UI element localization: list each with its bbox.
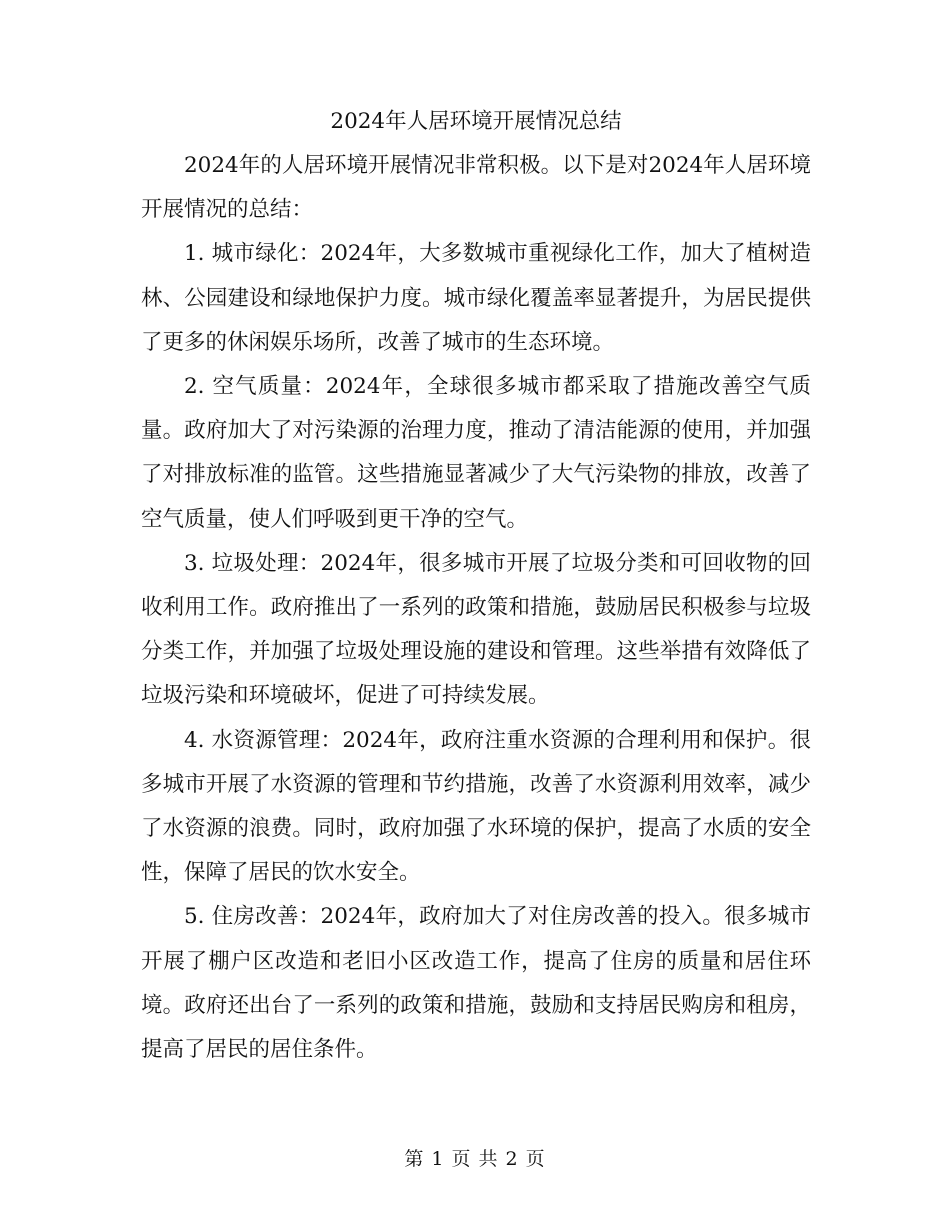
paragraph-urban-greening: 1. 城市绿化：2024年，大多数城市重视绿化工作，加大了植树造林、公园建设和绿地保护力度。城市绿化覆盖率显著提升，为居民提供了更多的休闲娱乐场所，改善了城市的生态环境。 <box>141 241 811 355</box>
document-title: 2024年人居环境开展情况总结 <box>330 109 622 134</box>
page-number-footer: 第 1 页 共 2 页 <box>404 1148 546 1170</box>
paragraph-housing-improvement: 5. 住房改善：2024年，政府加大了对住房改善的投入。很多城市开展了棚户区改造和老旧小区改造工作，提高了住房的质量和居住环境。政府还出台了一系列的政策和措施，鼓励和支持居民购房和租房，提高了居民的居住条件。 <box>141 904 811 1063</box>
paragraph-air-quality: 2. 空气质量：2024年，全球很多城市都采取了措施改善空气质量。政府加大了对污染源的治理力度，推动了清洁能源的使用，并加强了对排放标准的监管。这些措施显著减少了大气污染物的排放，改善了空气质量，使人们呼吸到更干净的空气。 <box>141 374 811 532</box>
paragraph-water-resources: 4. 水资源管理：2024年，政府注重水资源的合理利用和保护。很多城市开展了水资源的管理和节约措施，改善了水资源利用效率，减少了水资源的浪费。同时，政府加强了水环境的保护，提高了水质的安全性，保障了居民的饮水安全。 <box>141 727 811 886</box>
paragraph-waste-management: 3. 垃圾处理：2024年，很多城市开展了垃圾分类和可回收物的回收利用工作。政府推出了一系列的政策和措施，鼓励居民积极参与垃圾分类工作，并加强了垃圾处理设施的建设和管理。这些举措有效降低了垃圾污染和环境破坏，促进了可持续发展。 <box>141 550 811 709</box>
intro-paragraph: 2024年的人居环境开展情况非常积极。以下是对2024年人居环境开展情况的总结： <box>141 153 811 223</box>
document-body <box>141 100 811 1072</box>
